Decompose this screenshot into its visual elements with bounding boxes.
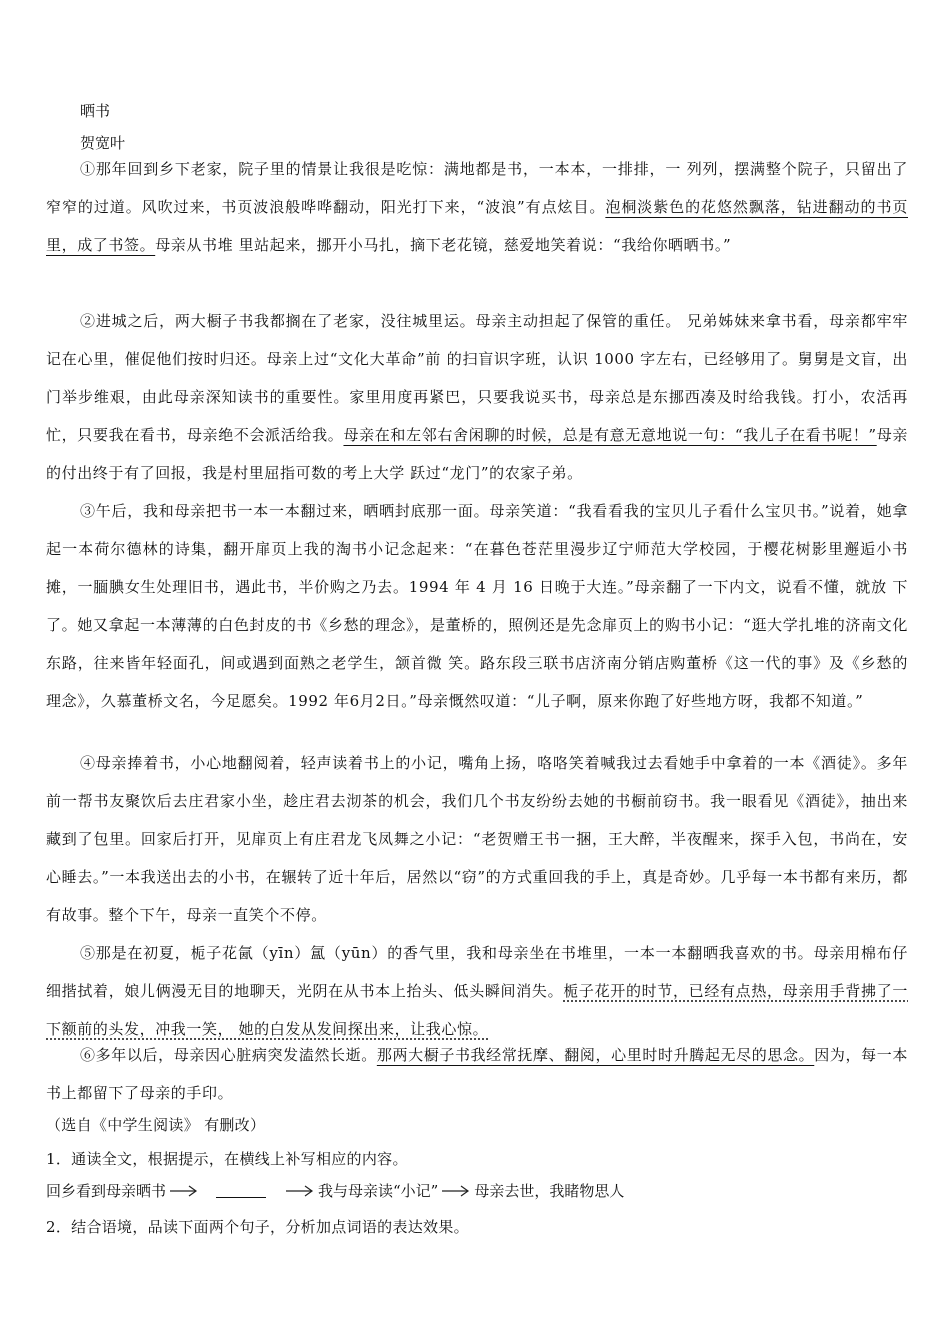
paragraph-text: 母亲从书堆 里站起来，挪开小马扎，摘下老花镜，慈爱地笑着说：“我给你晒晒书。” — [155, 236, 732, 254]
paragraph-marker: ③ — [80, 502, 96, 520]
flow-step-4: 母亲去世，我睹物思人 — [474, 1182, 625, 1200]
question-1: 1．通读全文，根据提示，在横线上补写相应的内容。 — [46, 1150, 408, 1168]
paragraph-marker: ② — [80, 312, 96, 330]
paragraph-text: 多年以后，母亲因心脏病突发溘然长逝。 — [95, 1046, 377, 1064]
paragraph-1 — [46, 150, 908, 264]
arrow-right-icon — [442, 1184, 470, 1198]
flow-step-3: 我与母亲读“小记” — [318, 1182, 439, 1200]
plot-flow — [46, 1180, 624, 1201]
paragraph-text: 午后，我和母亲把书一本一本翻过来，晒晒封底那一面。母亲笑道：“我看看我的宝贝儿子看什么宝贝书。”说着，她拿起一本荷尔德林的诗集，翻开扉页上我的淘书小记念起来：“在暮色苍茫里漫步辽宁师范大学校园，于樱花树影里邂逅小书摊，一腼腆女生处理旧书，遇此书，半价购之乃去。1994 年 4 月 16 日晚于大连。”母亲翻了一下内文，说看不懂，就放 下了。她又拿起一本薄薄的白色封皮的书《乡愁的理念》，是董桥的，照例还是先念扉页上的购书小记：“逛大学扎堆的济南文化东路，往来皆年轻面孔，间或遇到面熟之老学生，颔首微 笑。路东段三联书店济南分销店购董桥《这一代的事》及《乡愁的理念》，久慕董桥文名，今足愿矣。1992 年6月2日。”母亲慨然叹道：“儿子啊，原来你跑了好些地方呀，我都不知道。” — [46, 502, 908, 710]
question-2: 2．结合语境，品读下面两个句子，分析加点词语的表达效果。 — [46, 1218, 469, 1236]
arrow-right-icon — [170, 1184, 198, 1198]
wavy-underlined-sentence: 栀子花开的时节，已经有点热，母亲用手背拂了一下额前的头发，冲我一笑， 她的白发从发间探出来，让我心惊。 — [46, 982, 909, 1038]
underlined-sentence: 母亲在和左邻右舍闲聊的时候，总是有意无意地说一句：“我儿子在看书呢！” — [343, 426, 877, 444]
paragraph-marker: ⑤ — [80, 944, 96, 962]
paragraph-marker: ⑥ — [80, 1046, 96, 1064]
paragraph-text: 因为，每一本书上都留下了母亲的手印。 — [46, 1046, 908, 1102]
answer-blank[interactable] — [216, 1183, 266, 1198]
flow-step-1: 回乡看到母亲晒书 — [46, 1182, 167, 1200]
paragraph-text: 进城之后，两大橱子书我都搁在了老家，没往城里运。母亲主动担起了保管的重任。 兄弟姊妹来拿书看，母亲都牢牢记在心里，催促他们按时归还。母亲上过“文化大革命”前 的扫盲识字班，认识 1000 字左右，已经够用了。舅舅是文盲，出门举步维艰，由此母亲深知读书的重要性。家里用度再紧巴，只要我说买书，母亲总是东挪西凑及时给我钱。打小，农活再忙，只要我在看书，母亲绝不会派活给我。 — [46, 312, 908, 444]
source-note: （选自《中学生阅读》 有删改） — [46, 1116, 266, 1134]
paragraph-text: 那年回到乡下老家，院子里的情景让我很是吃惊：满地都是书，一本本，一排排，一 列列，摆满整个院子，只留出了窄窄的过道。风吹过来，书页波浪般哗哗翻动，阳光打下来，“波浪”有点炫目。 — [46, 160, 908, 216]
underlined-sentence: 泡桐淡紫色的花悠然飘落，钻进翻动的书页里，成了书签。 — [46, 198, 908, 254]
arrow-right-icon — [286, 1184, 314, 1198]
paragraph-marker: ① — [80, 160, 96, 178]
paragraph-5 — [46, 934, 908, 1048]
paragraph-text: 那是在初夏，栀子花氤（yīn）氲（yūn）的香气里，我和母亲坐在书堆里，一本一本翻晒我喜欢的书。母亲用棉布仔细揩拭着，娘儿俩漫无目的地聊天，光阴在从书本上抬头、低头瞬间消失。 — [46, 944, 908, 1000]
paragraph-4 — [46, 744, 908, 934]
paragraph-text: 母亲捧着书，小心地翻阅着，轻声读着书上的小记，嘴角上扬，咯咯笑着喊我过去看她手中拿着的一本《酒徒》。多年前一帮书友聚饮后去庄君家小坐，趁庄君去沏茶的机会，我们几个书友纷纷去她的书橱前窃书。我一眼看见《酒徒》，抽出来藏到了包里。回家后打开，见扉页上有庄君龙飞凤舞之小记：“老贺赠王书一捆，王大醉，半夜醒来，探手入包，书尚在，安心睡去。”一本我送出去的小书，在辗转了近十年后，居然以“窃”的方式重回我的手上，真是奇妙。几乎每一本书都有来历，都有故事。整个下午，母亲一直笑个不停。 — [46, 754, 908, 924]
paragraph-2 — [46, 302, 908, 492]
article-author: 贺宽叶 — [80, 134, 126, 152]
paragraph-3 — [46, 492, 908, 720]
article-title: 晒书 — [80, 102, 111, 120]
paragraph-text: 母亲的付出终于有了回报，我是村里屈指可数的考上大学 跃过“龙门”的农家子弟。 — [46, 426, 909, 482]
paragraph-marker: ④ — [80, 754, 96, 772]
paragraph-6 — [46, 1036, 908, 1112]
underlined-sentence: 那两大橱子书我经常抚摩、翻阅，心里时时升腾起无尽的思念。 — [376, 1046, 815, 1064]
